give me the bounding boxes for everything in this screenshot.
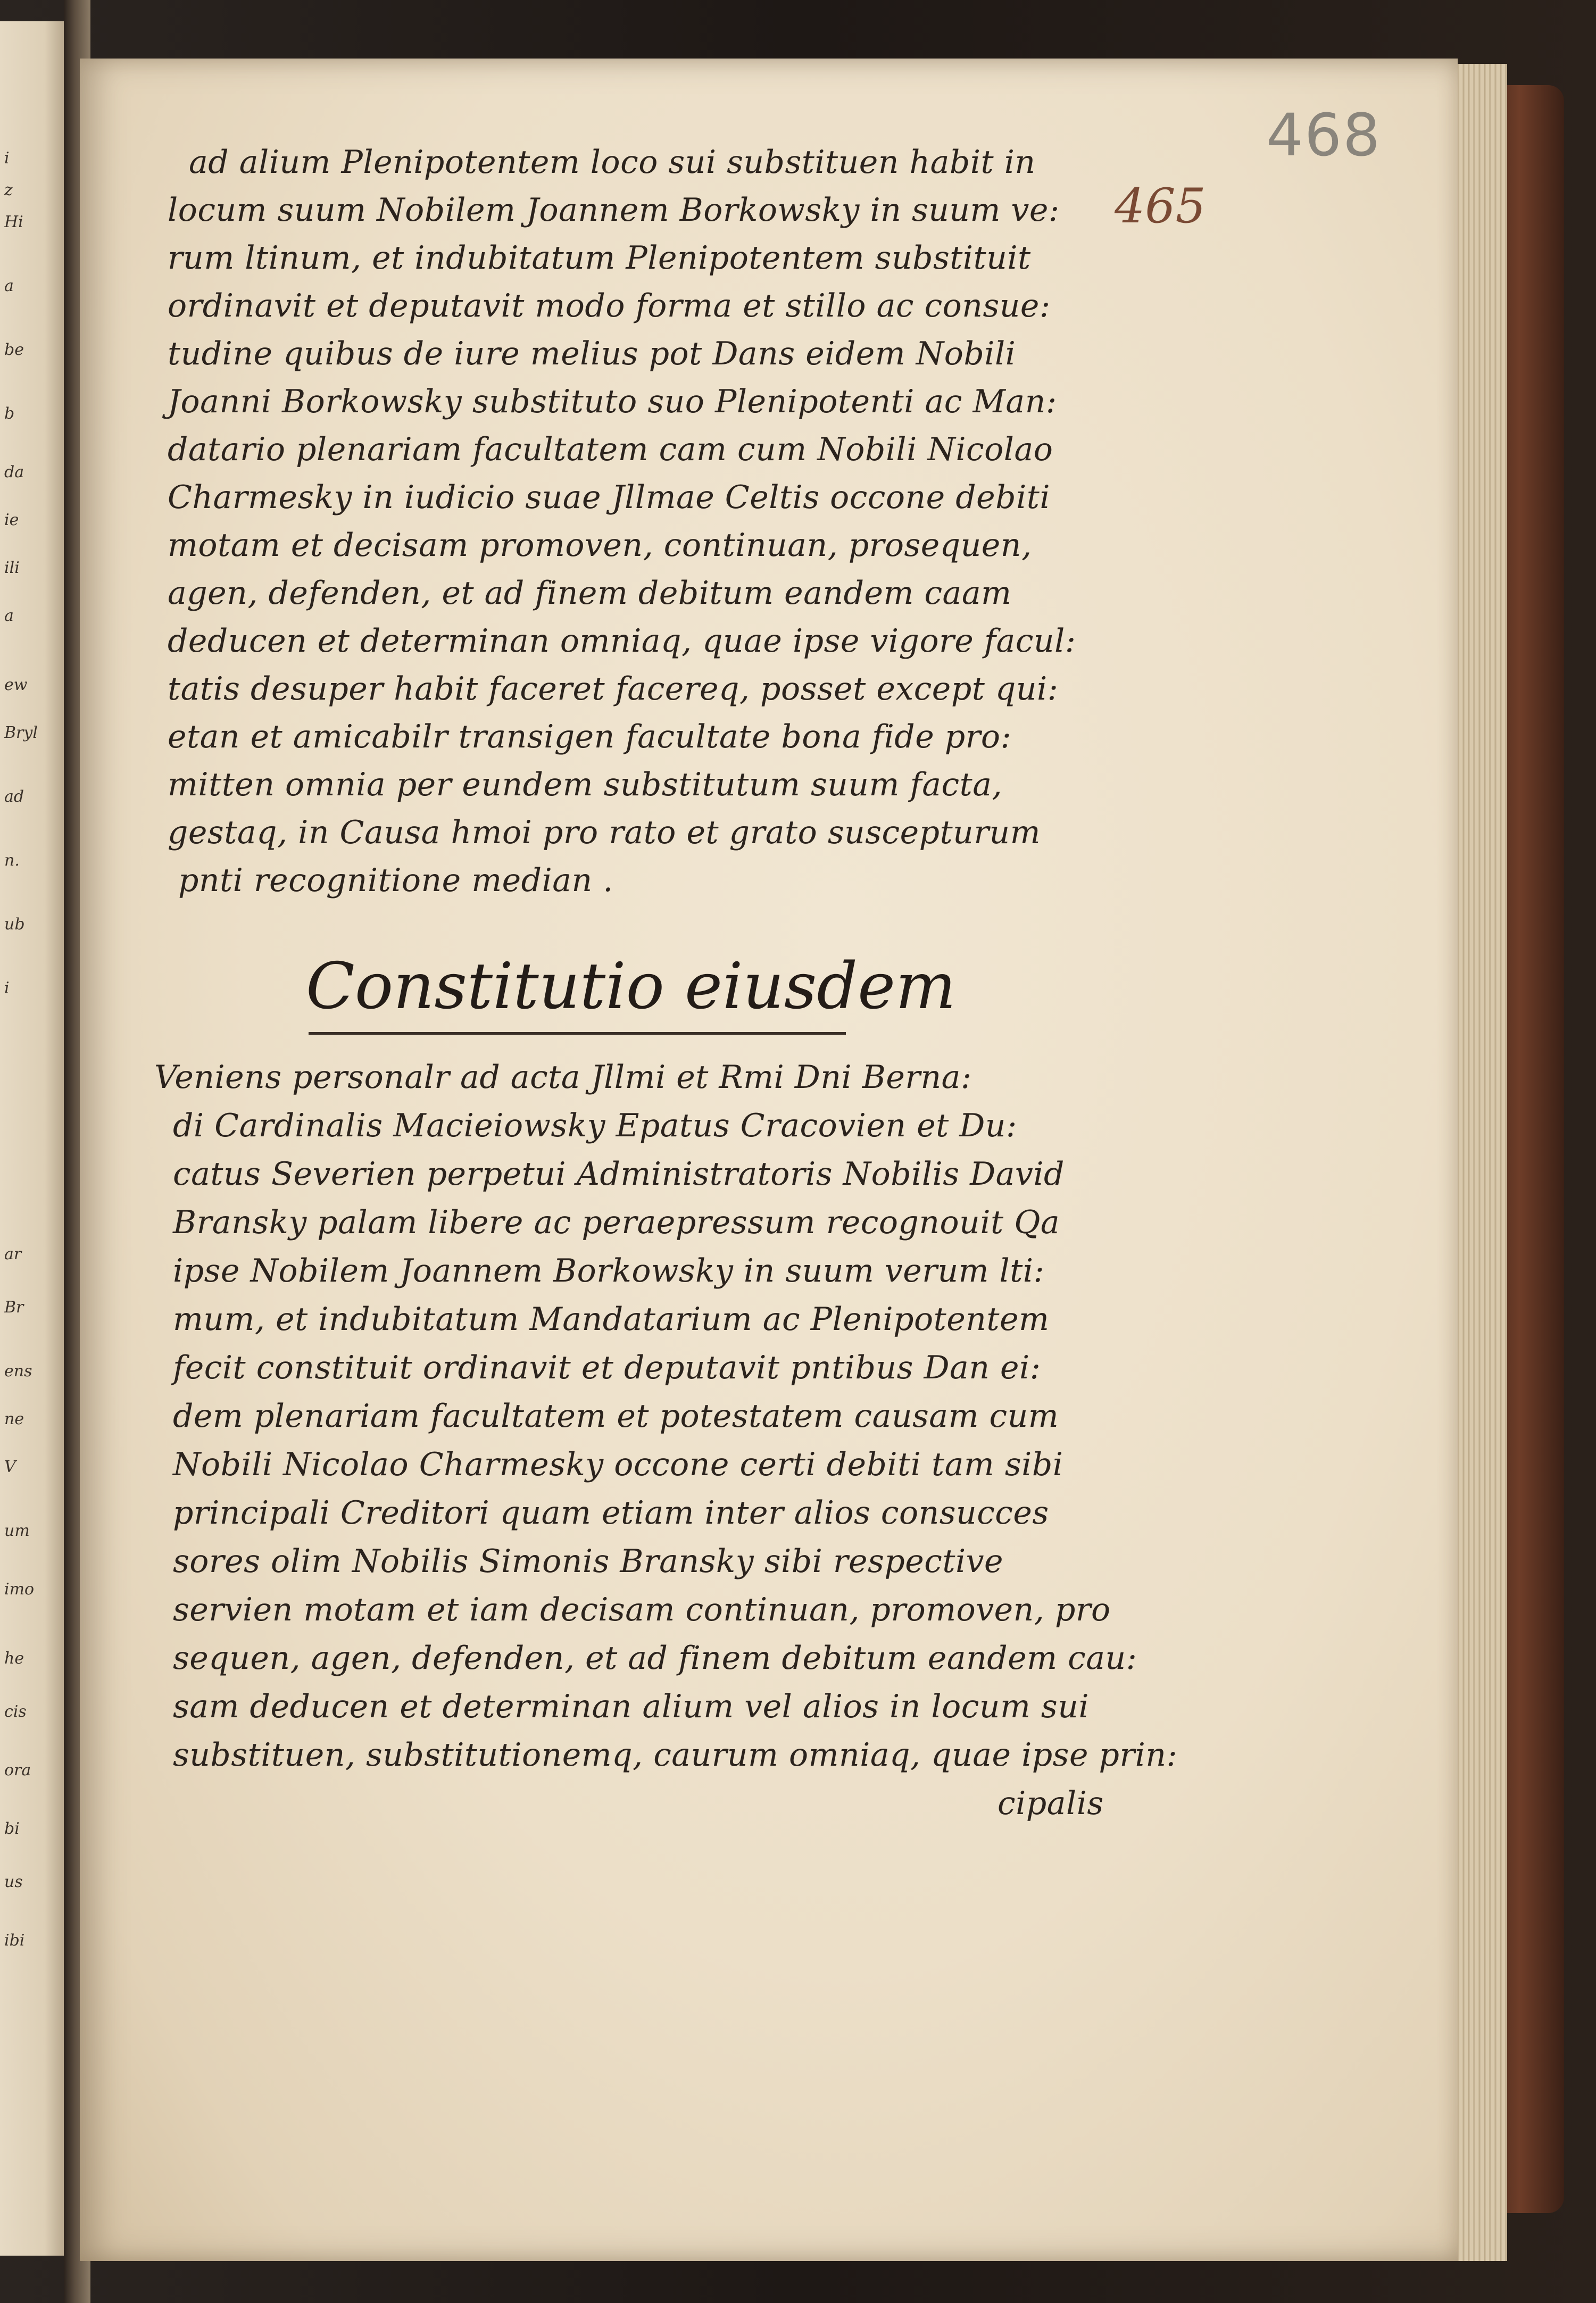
text-line: datario plenariam facultatem cam cum Nobili Nicolao <box>168 431 1053 468</box>
left-page-fragment: imo <box>4 1580 35 1599</box>
left-page-fragment: Br <box>4 1298 24 1317</box>
left-page-fragment: bi <box>4 1819 20 1838</box>
section-heading: Constitutio eiusdem <box>306 950 956 1024</box>
text-line: Charmesky in iudicio suae Jllmae Celtis occone debiti <box>168 479 1051 516</box>
left-page-fragment: a <box>4 606 14 625</box>
left-page-fragment: um <box>4 1522 30 1540</box>
text-line: deducen et determinan omniaq, quae ipse vigore facul: <box>168 622 1076 660</box>
left-page-fragment: n. <box>4 851 20 870</box>
left-page-fragment: ens <box>4 1362 32 1381</box>
left-page-fragment: z <box>4 181 13 199</box>
text-line: fecit constituit ordinavit et deputavit pntibus Dan ei: <box>173 1349 1041 1386</box>
left-page-fragment: ibi <box>4 1931 25 1950</box>
text-line: ipse Nobilem Joannem Borkowsky in suum verum lti: <box>173 1252 1045 1290</box>
text-line: pnti recognitione median . <box>178 862 613 899</box>
text-line: mitten omnia per eundem substitutum suum facta, <box>168 766 1003 803</box>
left-page-fragment: cis <box>4 1702 27 1721</box>
text-line: tudine quibus de iure melius pot Dans eidem Nobili <box>168 335 1016 372</box>
left-page-fragment: ad <box>4 787 24 806</box>
left-page-fragment: ili <box>4 559 20 577</box>
text-line: gestaq, in Causa hmoi pro rato et grato suscepturum <box>168 814 1041 851</box>
text-line: dem plenariam facultatem et potestatem causam cum <box>173 1398 1059 1435</box>
left-page-fragment: ub <box>4 915 25 934</box>
page-number: 468 <box>1266 101 1381 169</box>
text-line: substituen, substitutionemq, caurum omniaq, quae ipse prin: <box>173 1736 1178 1774</box>
text-line: agen, defenden, et ad finem debitum eandem caam <box>168 575 1012 612</box>
left-page-fragment: V <box>4 1458 16 1476</box>
text-line: catus Severien perpetui Administratoris Nobilis David <box>173 1155 1065 1193</box>
left-page-fragment: a <box>4 277 14 295</box>
left-page-fragment: ora <box>4 1761 31 1780</box>
left-page-fragment: da <box>4 463 24 481</box>
text-line: sequen, agen, defenden, et ad finem debitum eandem cau: <box>173 1640 1137 1677</box>
folio-number: 465 <box>1115 178 1206 234</box>
left-page-fragment: us <box>4 1873 23 1891</box>
text-line: principali Creditori quam etiam inter alios consucces <box>173 1494 1049 1532</box>
text-line: rum ltinum, et indubitatum Plenipotentem substituit <box>168 239 1031 277</box>
left-page-fragment: he <box>4 1649 24 1668</box>
text-line: etan et amicabilr transigen facultate bona fide pro: <box>168 718 1012 755</box>
left-page-fragment: i <box>4 979 10 997</box>
heading-underline <box>309 1032 846 1035</box>
left-page-fragment: Hi <box>4 213 23 231</box>
left-page-fragment: ew <box>4 676 28 694</box>
text-line: mum, et indubitatum Mandatarium ac Plenipotentem <box>173 1301 1050 1338</box>
text-line: tatis desuper habit faceret facereq, posset except qui: <box>168 670 1059 708</box>
text-line: Joanni Borkowsky substituto suo Plenipotenti ac Man: <box>168 383 1057 420</box>
text-line: Nobili Nicolao Charmesky occone certi debiti tam sibi <box>173 1446 1063 1483</box>
text-line: Bransky palam libere ac peraepressum recognouit Qa <box>173 1204 1060 1241</box>
text-line: ordinavit et deputavit modo forma et stillo ac consue: <box>168 287 1051 325</box>
text-line: servien motam et iam decisam continuan, promoven, pro <box>173 1591 1111 1628</box>
text-line: locum suum Nobilem Joannem Borkowsky in suum ve: <box>168 192 1060 229</box>
left-page-fragment: ar <box>4 1245 22 1263</box>
text-line: ad alium Plenipotentem loco sui substituen habit in <box>189 144 1036 181</box>
left-page-fragment: ie <box>4 511 19 529</box>
left-page-fragment: ne <box>4 1410 24 1428</box>
text-line: sam deducen et determinan alium vel alios in locum sui <box>173 1688 1090 1725</box>
left-page-fragment: Bryl <box>4 724 38 742</box>
text-line: di Cardinalis Macieiowsky Epatus Cracovien et Du: <box>173 1107 1017 1144</box>
text-line: sores olim Nobilis Simonis Bransky sibi respective <box>173 1543 1004 1580</box>
left-page-edge <box>0 21 66 2256</box>
left-page-fragment: b <box>4 404 15 423</box>
text-line: Veniens personalr ad acta Jllmi et Rmi Dni Berna: <box>154 1059 972 1096</box>
catchword: cipalis <box>998 1785 1104 1822</box>
left-page-fragment: i <box>4 149 10 168</box>
left-page-fragment: be <box>4 340 24 359</box>
text-line: motam et decisam promoven, continuan, prosequen, <box>168 527 1032 564</box>
